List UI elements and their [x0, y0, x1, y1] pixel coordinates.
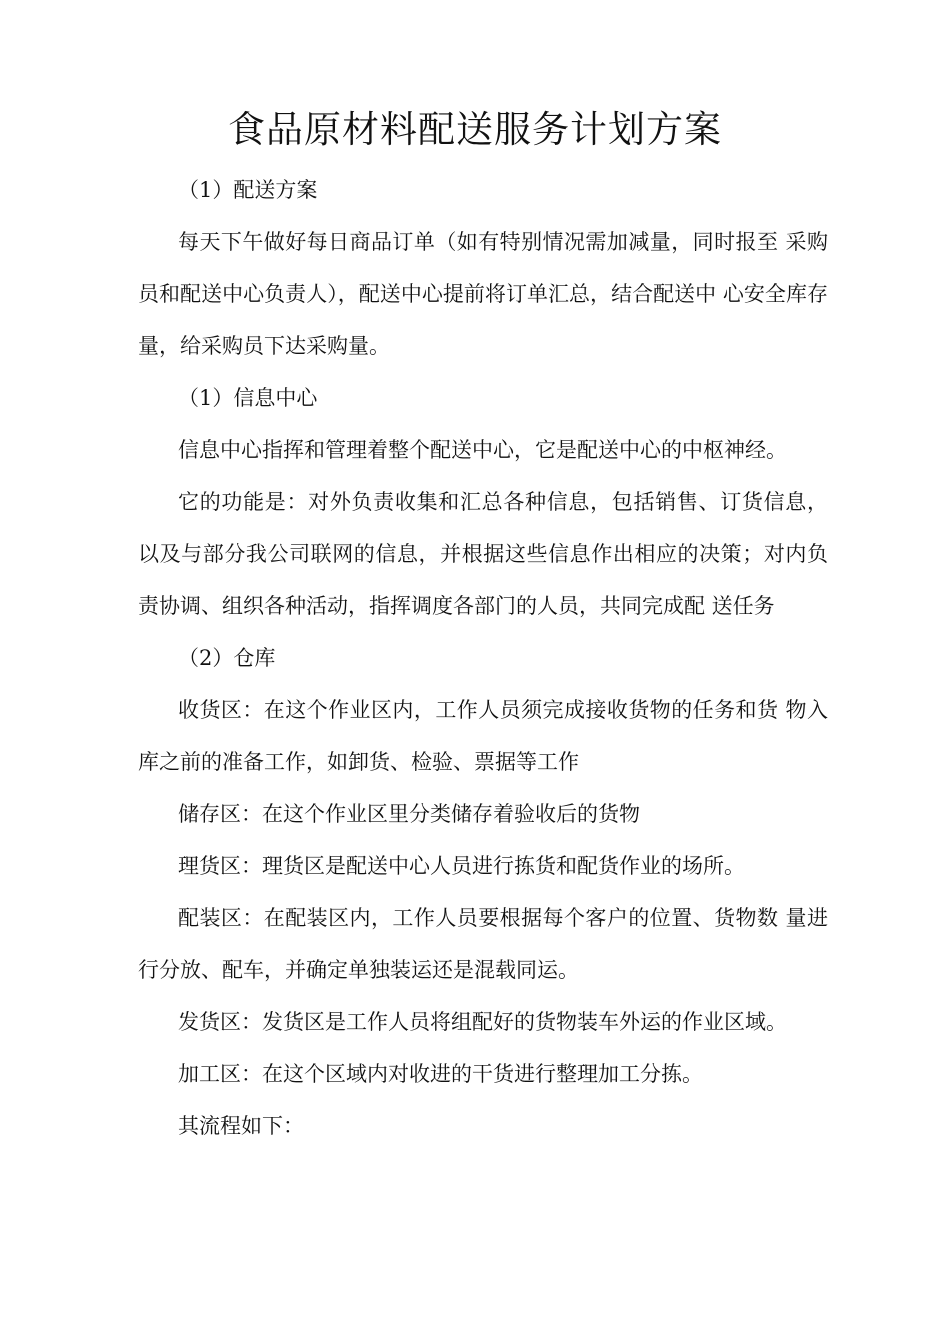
paragraph-process-intro: 其流程如下：: [178, 1114, 304, 1138]
section-heading-warehouse: （2）仓库: [178, 646, 276, 670]
paragraph-loading-area: 配装区：在配装区内，工作人员要根据每个客户的位置、货物数 量进行分放、配车，并确定单独装运还是混载同运。: [138, 906, 828, 982]
paragraph-processing-area: 加工区：在这个区域内对收进的干货进行整理加工分拣。: [178, 1062, 703, 1086]
paragraph-delivery-plan: 每天下午做好每日商品订单（如有特别情况需加减量，同时报至 采购员和配送中心负责人），配送中心提前将订单汇总，结合配送中 心安全库存量，给采购员下达采购量。: [138, 230, 828, 358]
section-heading-info-center: （1）信息中心: [178, 386, 318, 410]
paragraph-sorting-area: 理货区：理货区是配送中心人员进行拣货和配货作业的场所。: [178, 854, 745, 878]
section-heading-delivery-plan: （1）配送方案: [178, 178, 318, 202]
paragraph-info-center-intro: 信息中心指挥和管理着整个配送中心，它是配送中心的中枢神经。: [178, 438, 787, 462]
paragraph-receiving-area: 收货区：在这个作业区内，工作人员须完成接收货物的任务和货 物入库之前的准备工作，如卸货、检验、票据等工作: [138, 698, 828, 774]
document-body: [138, 164, 828, 1152]
document-title: 食品原材料配送服务计划方案: [228, 108, 722, 151]
paragraph-storage-area: 储存区：在这个作业区里分类储存着验收后的货物: [178, 802, 640, 826]
paragraph-shipping-area: 发货区：发货区是工作人员将组配好的货物装车外运的作业区域。: [178, 1010, 787, 1034]
paragraph-info-center-functions: 它的功能是：对外负责收集和汇总各种信息，包括销售、订货信息，以及与部分我公司联网的信息，并根据这些信息作出相应的决策；对内负责协调、组织各种活动，指挥调度各部门的人员，共同完成配 送任务: [138, 490, 828, 618]
